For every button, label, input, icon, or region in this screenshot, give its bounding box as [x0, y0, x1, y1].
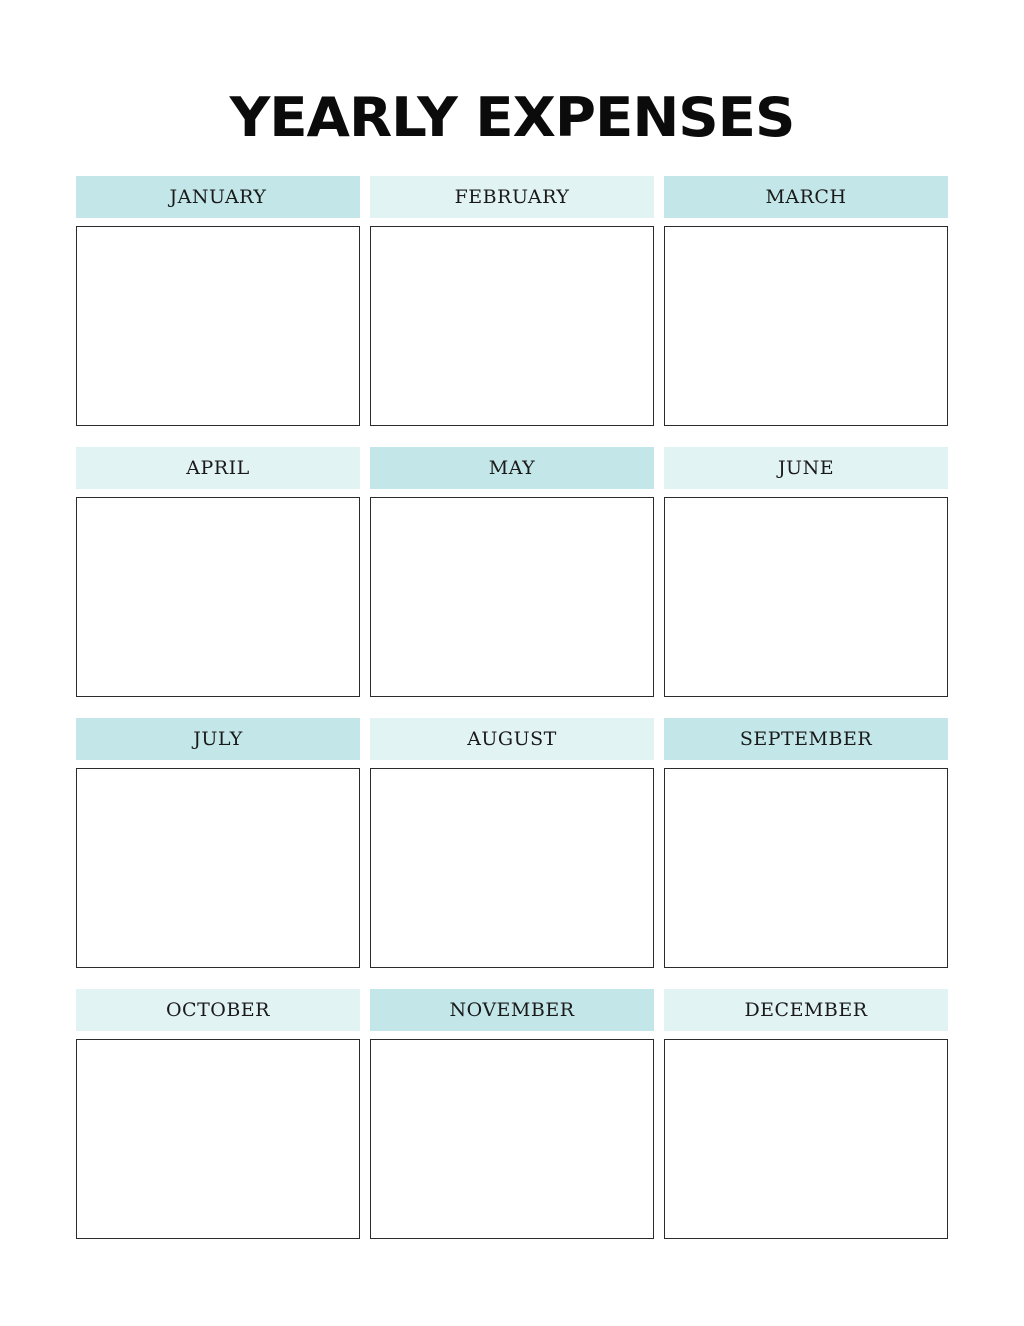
month-march: [664, 176, 948, 426]
month-header: MAY: [370, 447, 654, 489]
month-september: [664, 718, 948, 968]
month-header: SEPTEMBER: [664, 718, 948, 760]
month-february: [370, 176, 654, 426]
month-entry-box[interactable]: [76, 497, 360, 697]
month-entry-box[interactable]: [76, 768, 360, 968]
month-entry-box[interactable]: [76, 226, 360, 426]
month-header: FEBRUARY: [370, 176, 654, 218]
month-header: OCTOBER: [76, 989, 360, 1031]
month-august: [370, 718, 654, 968]
month-january: [76, 176, 360, 426]
month-header: APRIL: [76, 447, 360, 489]
month-entry-box[interactable]: [370, 226, 654, 426]
month-april: [76, 447, 360, 697]
month-header: JUNE: [664, 447, 948, 489]
month-entry-box[interactable]: [76, 1039, 360, 1239]
month-november: [370, 989, 654, 1239]
month-header: NOVEMBER: [370, 989, 654, 1031]
month-header: AUGUST: [370, 718, 654, 760]
month-header: DECEMBER: [664, 989, 948, 1031]
month-entry-box[interactable]: [664, 226, 948, 426]
month-header: JANUARY: [76, 176, 360, 218]
month-entry-box[interactable]: [664, 497, 948, 697]
month-entry-box[interactable]: [370, 1039, 654, 1239]
month-header: MARCH: [664, 176, 948, 218]
month-entry-box[interactable]: [370, 497, 654, 697]
month-december: [664, 989, 948, 1239]
month-entry-box[interactable]: [370, 768, 654, 968]
month-october: [76, 989, 360, 1239]
month-header: JULY: [76, 718, 360, 760]
month-may: [370, 447, 654, 697]
page-title: YEARLY EXPENSES: [229, 86, 795, 149]
month-entry-box[interactable]: [664, 768, 948, 968]
month-entry-box[interactable]: [664, 1039, 948, 1239]
months-grid: [76, 176, 948, 1239]
month-june: [664, 447, 948, 697]
month-july: [76, 718, 360, 968]
